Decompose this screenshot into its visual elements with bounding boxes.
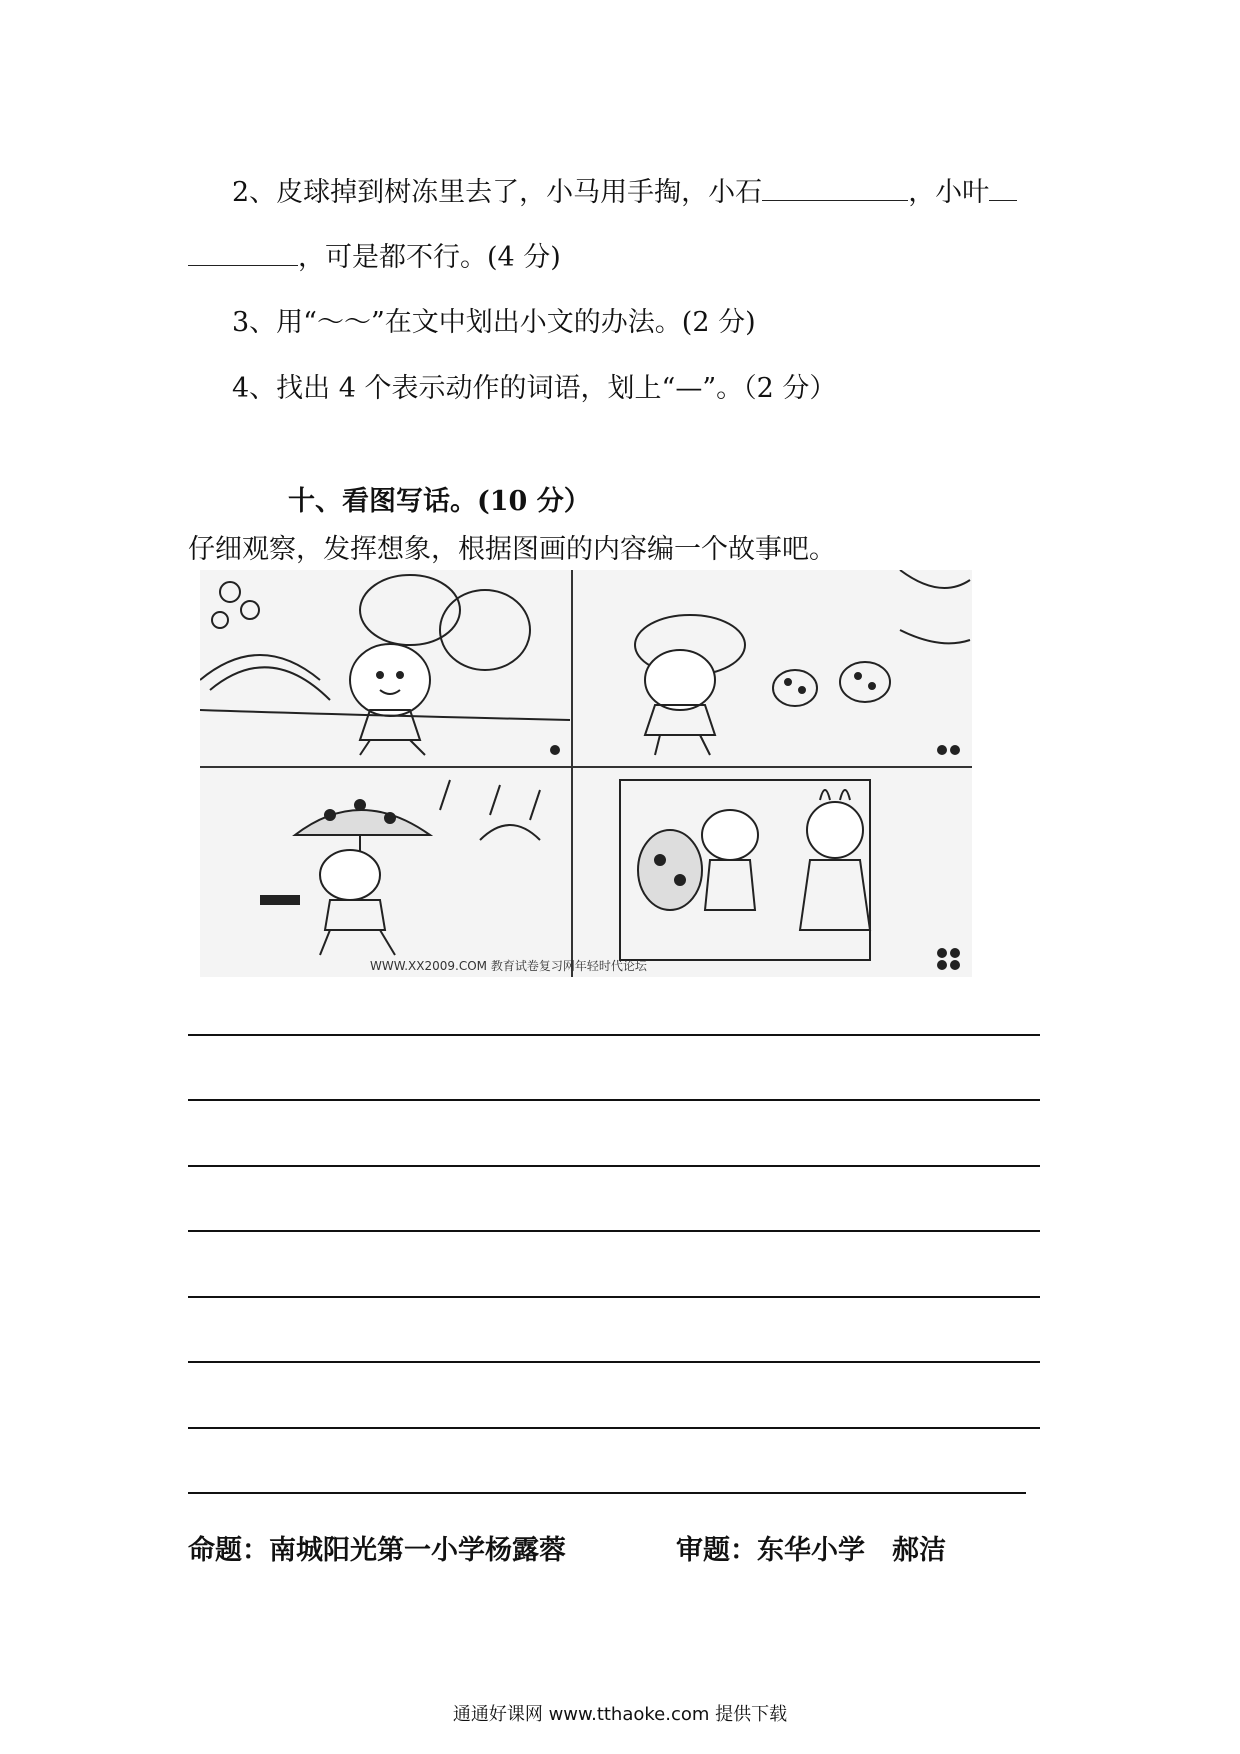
writing-line[interactable]: [188, 1296, 1040, 1298]
answer-blank-1[interactable]: [762, 178, 908, 201]
section-10-title: 十、看图写话。(10 分）: [288, 486, 591, 517]
comic-picture: [200, 570, 972, 977]
page-footer: 通通好课网 www.tthaoke.com 提供下载: [452, 1704, 788, 1725]
question-2-text-c: ，可是都不行。(4 分): [298, 242, 561, 273]
comic-drawing: [200, 570, 972, 977]
question-2-text-a: 2、皮球掉到树冻里去了，小马用手掏，小石: [232, 177, 763, 208]
writing-line[interactable]: [188, 1427, 1040, 1429]
section-10-instruction: 仔细观察，发挥想象，根据图画的内容编一个故事吧。: [188, 534, 836, 565]
answer-blank-2b[interactable]: [188, 243, 298, 266]
writing-line[interactable]: [188, 1034, 1040, 1036]
question-3: 3、用“～～”在文中划出小文的办法。(2 分): [232, 307, 756, 338]
writing-line[interactable]: [188, 1230, 1040, 1232]
writing-line[interactable]: [188, 1165, 1040, 1167]
question-4: 4、找出 4 个表示动作的词语，划上“—”。（2 分）: [232, 373, 837, 404]
writing-line[interactable]: [188, 1492, 1026, 1494]
writing-line[interactable]: [188, 1361, 1040, 1363]
question-2-text-b: ，小叶: [908, 177, 990, 208]
question-2-line1: [232, 170, 1017, 209]
comic-watermark: WWW.XX2009.COM 教育试卷复习网年轻时代论坛: [370, 959, 647, 973]
credits-author: 命题：南城阳光第一小学杨露蓉: [188, 1535, 566, 1566]
answer-blank-2a[interactable]: [989, 178, 1017, 201]
writing-line[interactable]: [188, 1099, 1040, 1101]
question-2-line2: [188, 235, 561, 274]
credits-reviewer: 审题：东华小学 郝洁: [676, 1535, 946, 1566]
